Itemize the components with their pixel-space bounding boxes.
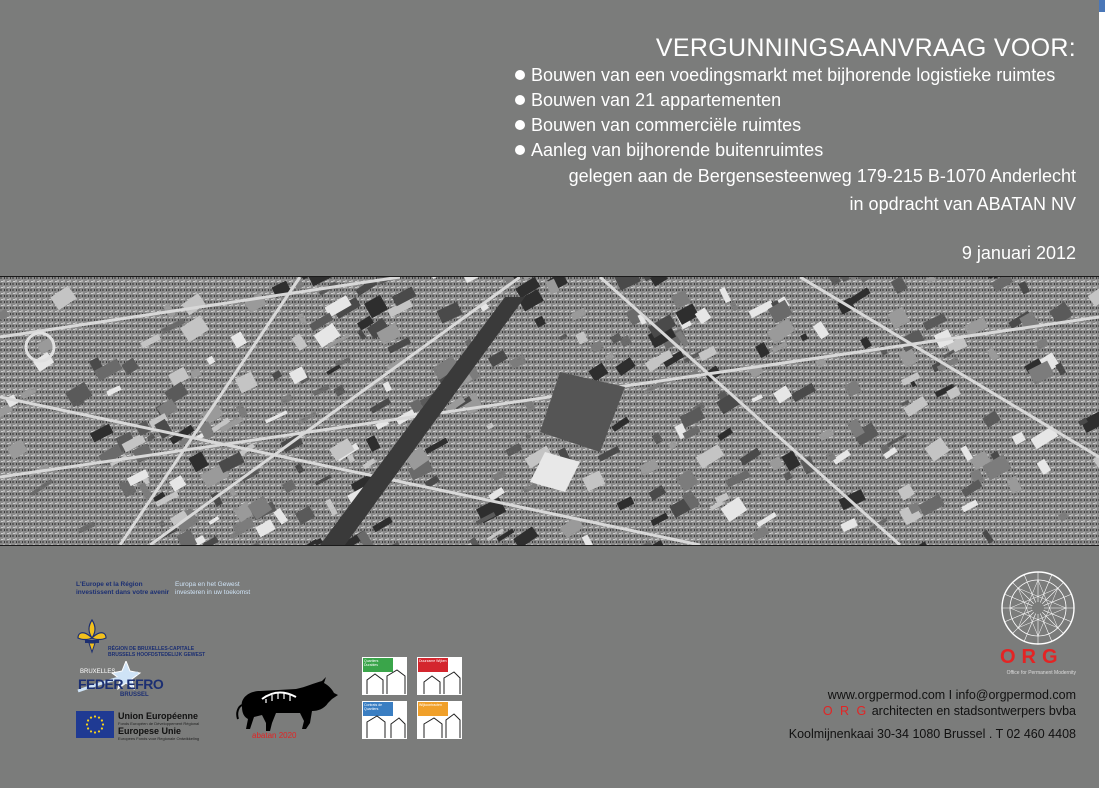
european-union-logo: Union Européenne Fonds Européen de Développement Régional Europese Unie Europees Fonds voor Regionale Ontwikkeling: [76, 711, 201, 739]
contact-line: www.orgpermod.com I info@orgpermod.com: [827, 688, 1076, 702]
scope-item: Bouwen van een voedingsmarkt met bijhorende logistieke ruimtes: [515, 63, 1055, 88]
bull-icon: [236, 677, 340, 733]
bullet-icon: [515, 95, 525, 105]
tile-drawing-icon: [363, 702, 407, 739]
tile-contrats-de-quartiers: Contrats de Quartiers: [362, 701, 407, 739]
scrollbar-thumb[interactable]: [1099, 0, 1105, 12]
abatan-logo: abatan 2020: [236, 677, 340, 741]
feder-efro-logo: BRUXELLES FEDER EFRO BRUSSEL: [76, 661, 156, 703]
bullet-icon: [515, 145, 525, 155]
scope-item: Aanleg van bijhorende buitenruimtes: [515, 138, 1055, 163]
project-client: in opdracht van ABATAN NV: [849, 194, 1076, 214]
bullet-icon: [515, 120, 525, 130]
eu-investment-tagline: L'Europe et la Région investissent dans votre avenir Europa en het Gewest investeren in uw toekomst: [76, 581, 251, 596]
tile-wijkcontracten: Wijkcontracten: [417, 701, 462, 739]
aerial-photo: [0, 276, 1099, 546]
org-emblem-icon: [1000, 570, 1076, 646]
scope-list: [515, 63, 1055, 163]
vertical-scrollbar[interactable]: [1099, 0, 1105, 788]
bullet-icon: [515, 70, 525, 80]
iris-icon: [76, 618, 108, 654]
eu-flag-icon: [76, 711, 114, 738]
project-location: gelegen aan de Bergensesteenweg 179-215 B-1070 Anderlecht: [568, 166, 1076, 186]
scope-item: Bouwen van 21 appartementen: [515, 88, 1055, 113]
aerial-photo-image: [0, 277, 1099, 545]
tile-duurzame-wijken: Duurzame Wijken: [417, 657, 462, 695]
org-wordmark: ORG: [1000, 646, 1064, 668]
firm-line: O R G architecten en stadsontwerpers bvba: [822, 704, 1076, 718]
document-title: VERGUNNINGSAANVRAAG VOOR:: [655, 34, 1076, 62]
document-date: 9 januari 2012: [961, 243, 1076, 263]
neighbourhood-contracts-logos: [362, 657, 462, 741]
tile-drawing-icon: [418, 658, 462, 695]
address-line: Koolmijnenkaai 30-34 1080 Brussel . T 02 460 4408: [788, 727, 1076, 741]
org-tagline: Office for Permanent Modernity: [1006, 670, 1076, 676]
tile-quartiers-durables: Quartiers Durables: [362, 657, 407, 695]
tile-drawing-icon: [363, 658, 407, 695]
tile-drawing-icon: [418, 702, 462, 739]
brussels-region-logo: RÉGION DE BRUXELLES-CAPITALE BRUSSELS HOOFDSTEDELIJK GEWEST: [76, 618, 206, 658]
scope-item: Bouwen van commerciële ruimtes: [515, 113, 1055, 138]
